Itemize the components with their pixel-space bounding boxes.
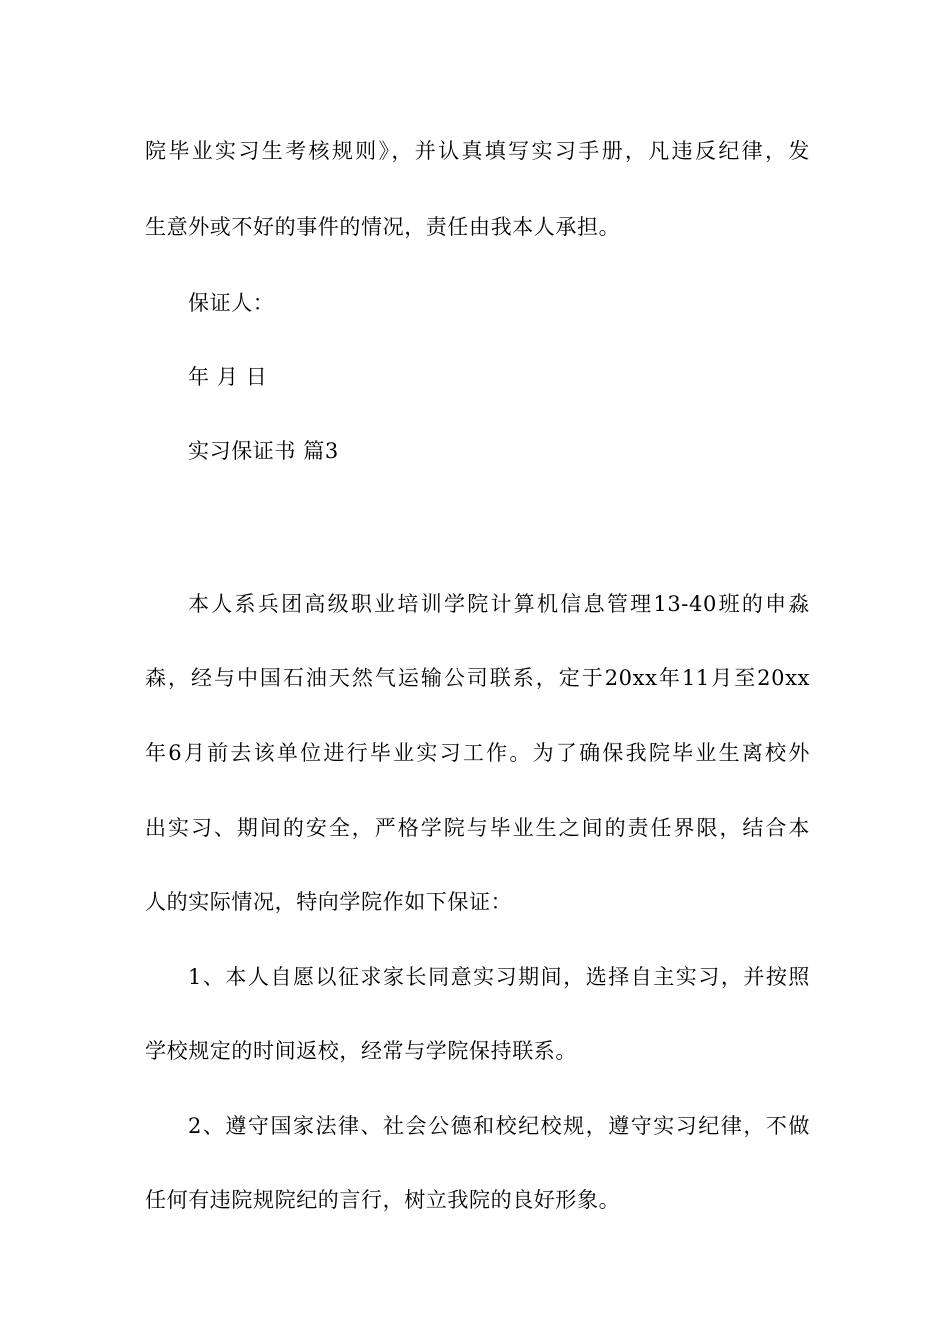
guarantor-label: 保证人： [188, 291, 275, 315]
date-line: 年 月 日 [188, 365, 268, 389]
paragraph-line: 出实习、期间的安全，严格学院与毕业生之间的责任界限，结合本 [145, 816, 810, 840]
section-heading: 实习保证书 篇3 [188, 439, 339, 463]
clause-1-line: 1、本人自愿以征求家长同意实习期间，选择自主实习，并按照 [188, 965, 810, 989]
clause-2-line: 任何有违院规院纪的言行，树立我院的良好形象。 [145, 1188, 621, 1212]
clause-1-line: 学校规定的时间返校，经常与学院保持联系。 [145, 1039, 577, 1063]
paragraph-line: 生意外或不好的事件的情况，责任由我本人承担。 [145, 215, 621, 239]
paragraph-line: 人的实际情况，特向学院作如下保证： [145, 890, 513, 914]
paragraph-line: 本人系兵团高级职业培训学院计算机信息管理13-40班的申淼 [188, 592, 810, 616]
clause-2-line: 2、遵守国家法律、社会公德和校纪校规，遵守实习纪律，不做 [188, 1114, 810, 1138]
paragraph-line: 年6月前去该单位进行毕业实习工作。为了确保我院毕业生离校外 [145, 741, 810, 765]
paragraph-line: 院毕业实习生考核规则》，并认真填写实习手册，凡违反纪律，发 [145, 139, 810, 163]
paragraph-line: 森，经与中国石油天然气运输公司联系，定于20xx年11月至20xx [145, 666, 810, 690]
